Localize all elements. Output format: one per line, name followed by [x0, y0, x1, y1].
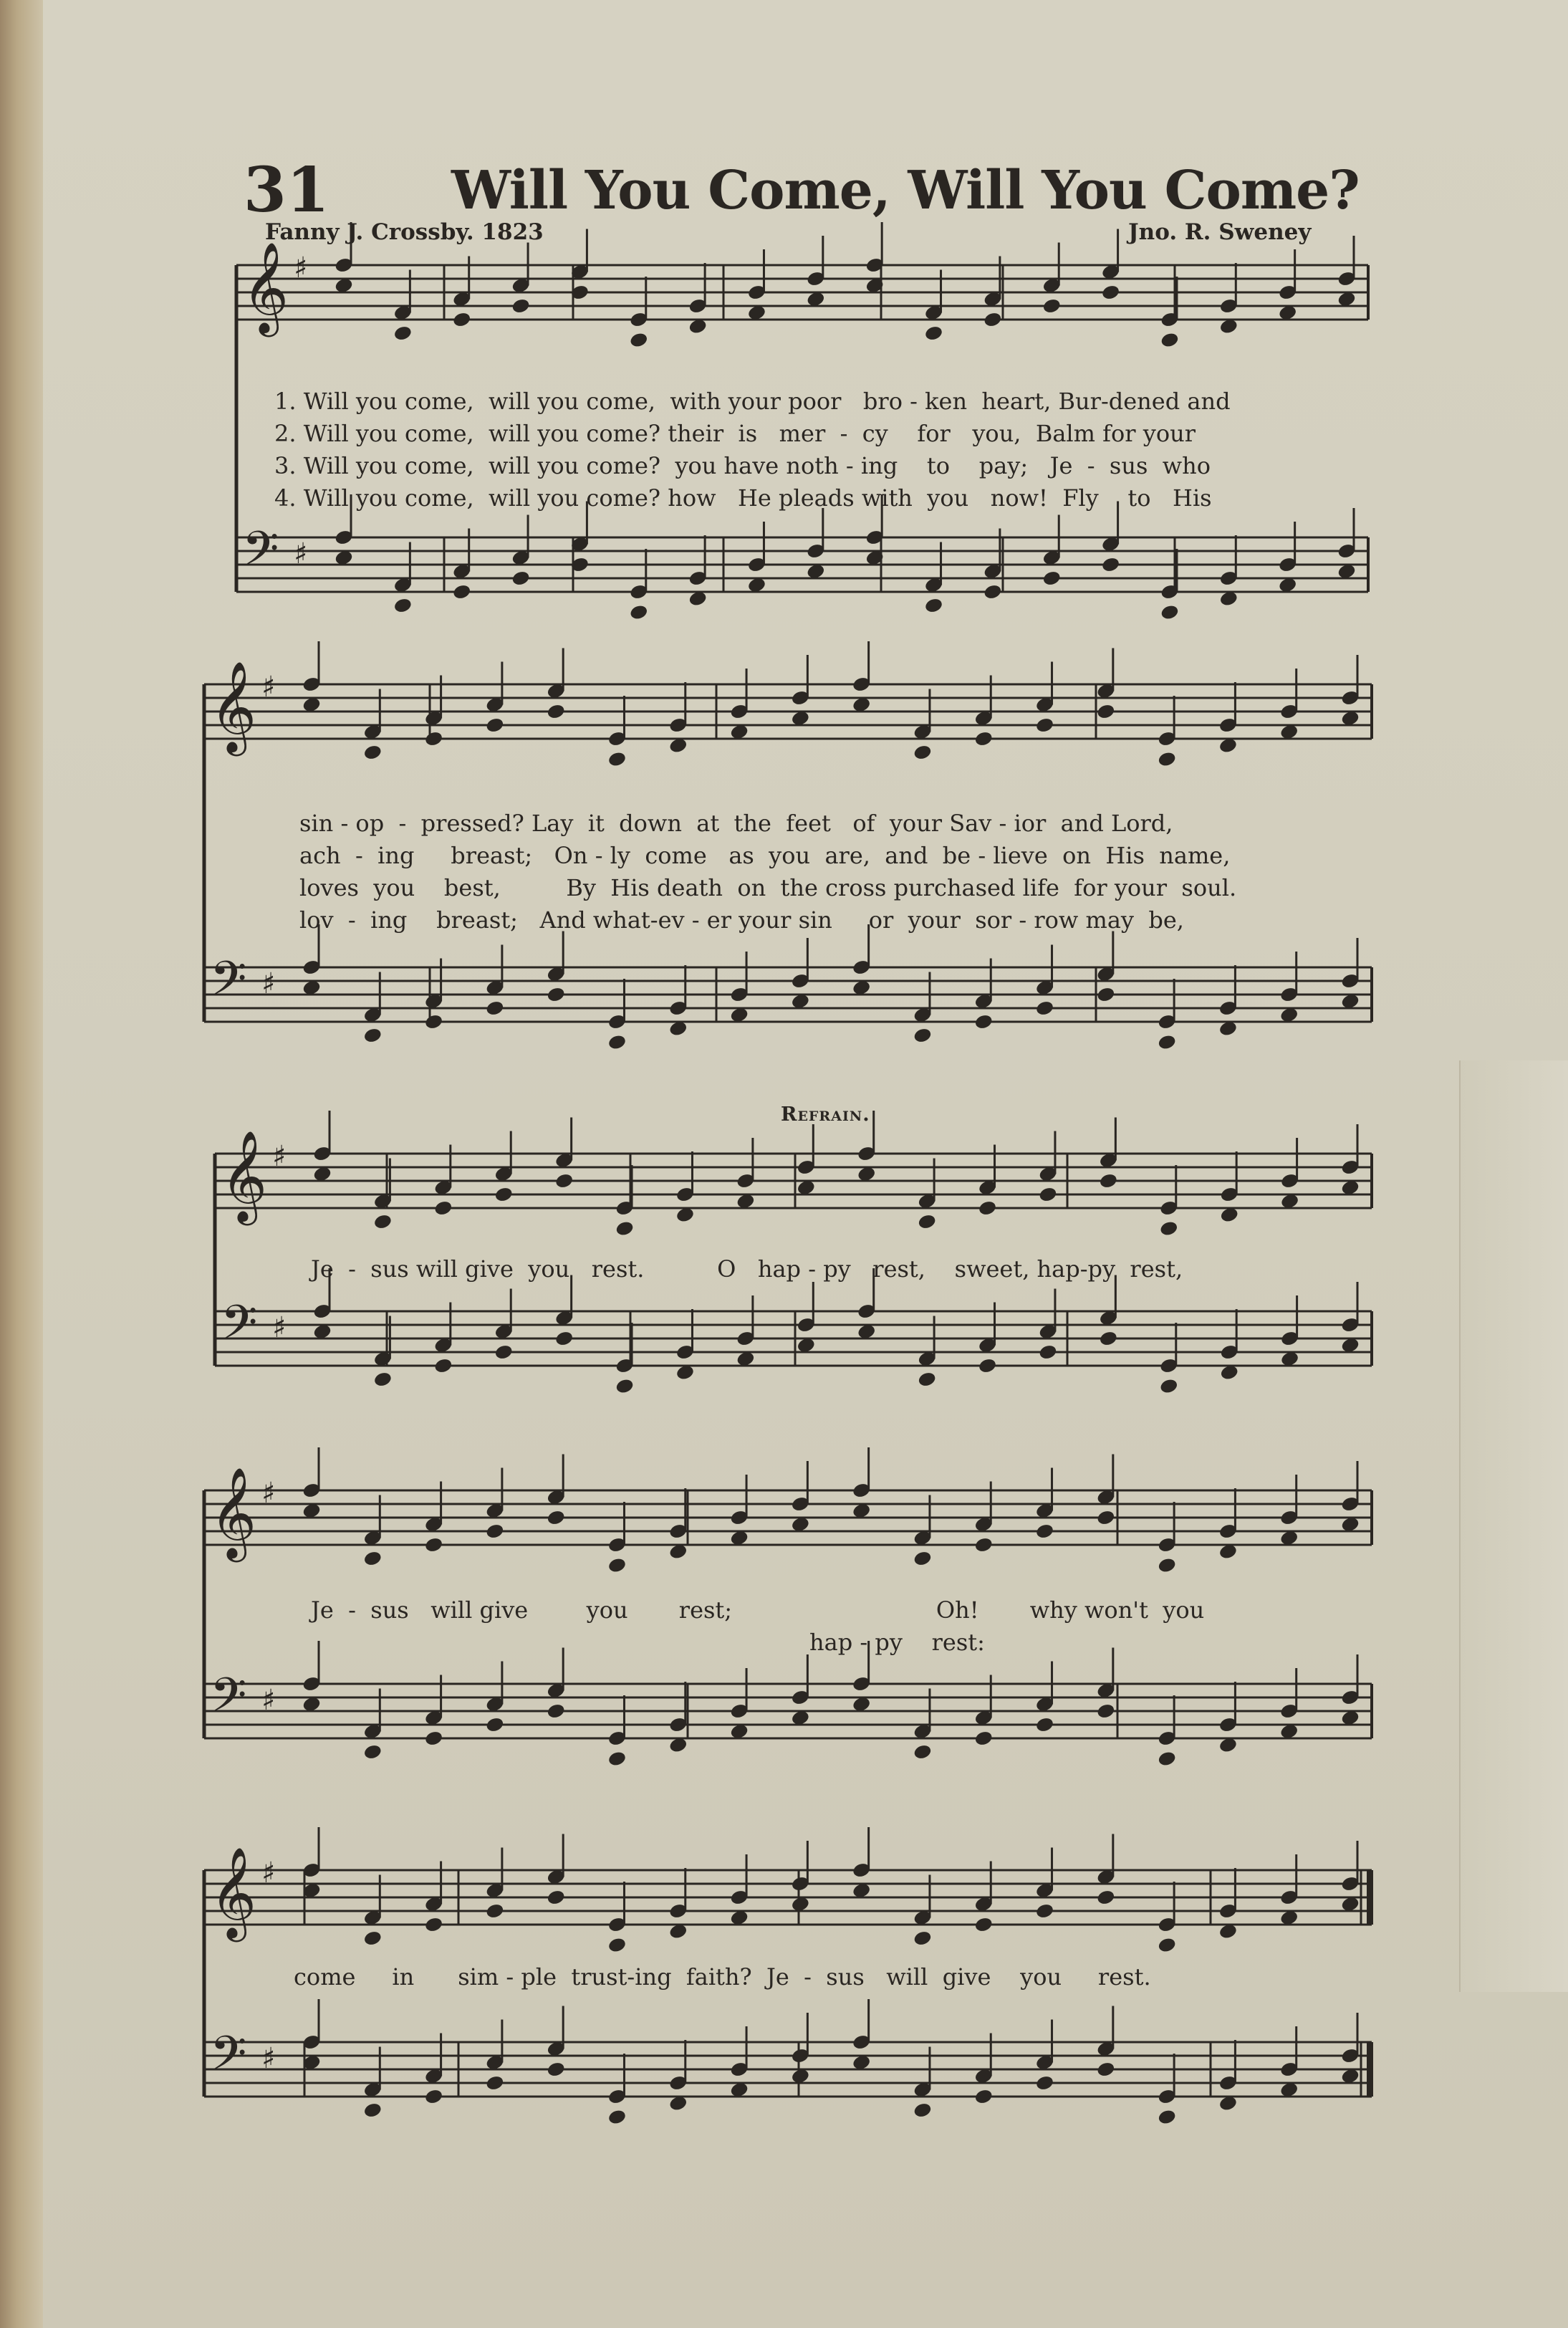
bass-clef-icon: 𝄢	[210, 951, 247, 1018]
refrain-label: Refrain.	[781, 1103, 870, 1126]
bass-clef-icon: 𝄢	[242, 521, 279, 588]
key-signature-sharp-icon: ♯	[261, 671, 276, 704]
hymn-number: 31	[244, 154, 330, 226]
key-signature-sharp-icon: ♯	[261, 2042, 276, 2076]
lyric-verse-2-line-2: ach - ing breast; On - ly come as you are, and be - lieve on His name,	[299, 842, 1231, 869]
key-signature-sharp-icon: ♯	[261, 1477, 276, 1510]
key-signature-sharp-icon: ♯	[261, 967, 276, 1001]
treble-clef-icon: 𝄞	[242, 241, 289, 333]
key-signature-sharp-icon: ♯	[272, 1140, 287, 1174]
treble-clef-icon: 𝄞	[210, 1846, 257, 1938]
hymn-title: Will You Come, Will You Come?	[451, 160, 1360, 221]
composer-credit: Jno. R. Sweney	[1128, 219, 1312, 245]
key-signature-sharp-icon: ♯	[261, 1684, 276, 1718]
key-signature-sharp-icon: ♯	[261, 1857, 276, 1890]
treble-clef-icon: 𝄞	[221, 1129, 268, 1222]
key-signature-sharp-icon: ♯	[294, 537, 308, 571]
bass-clef-icon: 𝄢	[221, 1295, 258, 1362]
lyric-verse-1-line-1: 1. Will you come, will you come, with your poor bro - ken heart, Bur-dened and	[274, 388, 1231, 415]
bass-clef-icon: 𝄢	[210, 1667, 247, 1735]
lyric-verse-3-line-2: loves you best, By His death on the cross purchased life for your soul.	[299, 874, 1237, 901]
key-signature-sharp-icon: ♯	[272, 1311, 287, 1345]
lyric-refrain-line-2-alto: hap - py rest:	[809, 1629, 985, 1656]
author-credit: Fanny J. Crossby. 1823	[265, 219, 544, 245]
lyric-refrain-line-2: Je - sus will give you rest; Oh! why won't you	[311, 1596, 1205, 1624]
key-signature-sharp-icon: ♯	[294, 252, 308, 285]
lyric-verse-1-line-2: sin - op - pressed? Lay it down at the feet of your Sav - ior and Lord,	[299, 810, 1173, 837]
treble-clef-icon: 𝄞	[210, 1466, 257, 1558]
lyric-verse-4-line-1: 4. Will you come, will you come? how He pleads with you now! Fly to His	[274, 484, 1212, 512]
lyric-refrain-line-3: come in sim - ple trust-ing faith? Je - sus will give you rest.	[294, 1963, 1151, 1991]
lyric-refrain-line-1: Je - sus will give you rest. O hap - py rest, sweet, hap-py rest,	[311, 1255, 1183, 1283]
lyric-verse-3-line-1: 3. Will you come, will you come? you have noth - ing to pay; Je - sus who	[274, 452, 1211, 479]
lyric-verse-2-line-1: 2. Will you come, will you come? their is mer - cy for you, Balm for your	[274, 420, 1196, 447]
treble-clef-icon: 𝄞	[210, 660, 257, 752]
lyric-verse-4-line-2: lov - ing breast; And what-ev - er your sin or your sor - row may be,	[299, 906, 1184, 934]
bass-clef-icon: 𝄢	[210, 2026, 247, 2093]
